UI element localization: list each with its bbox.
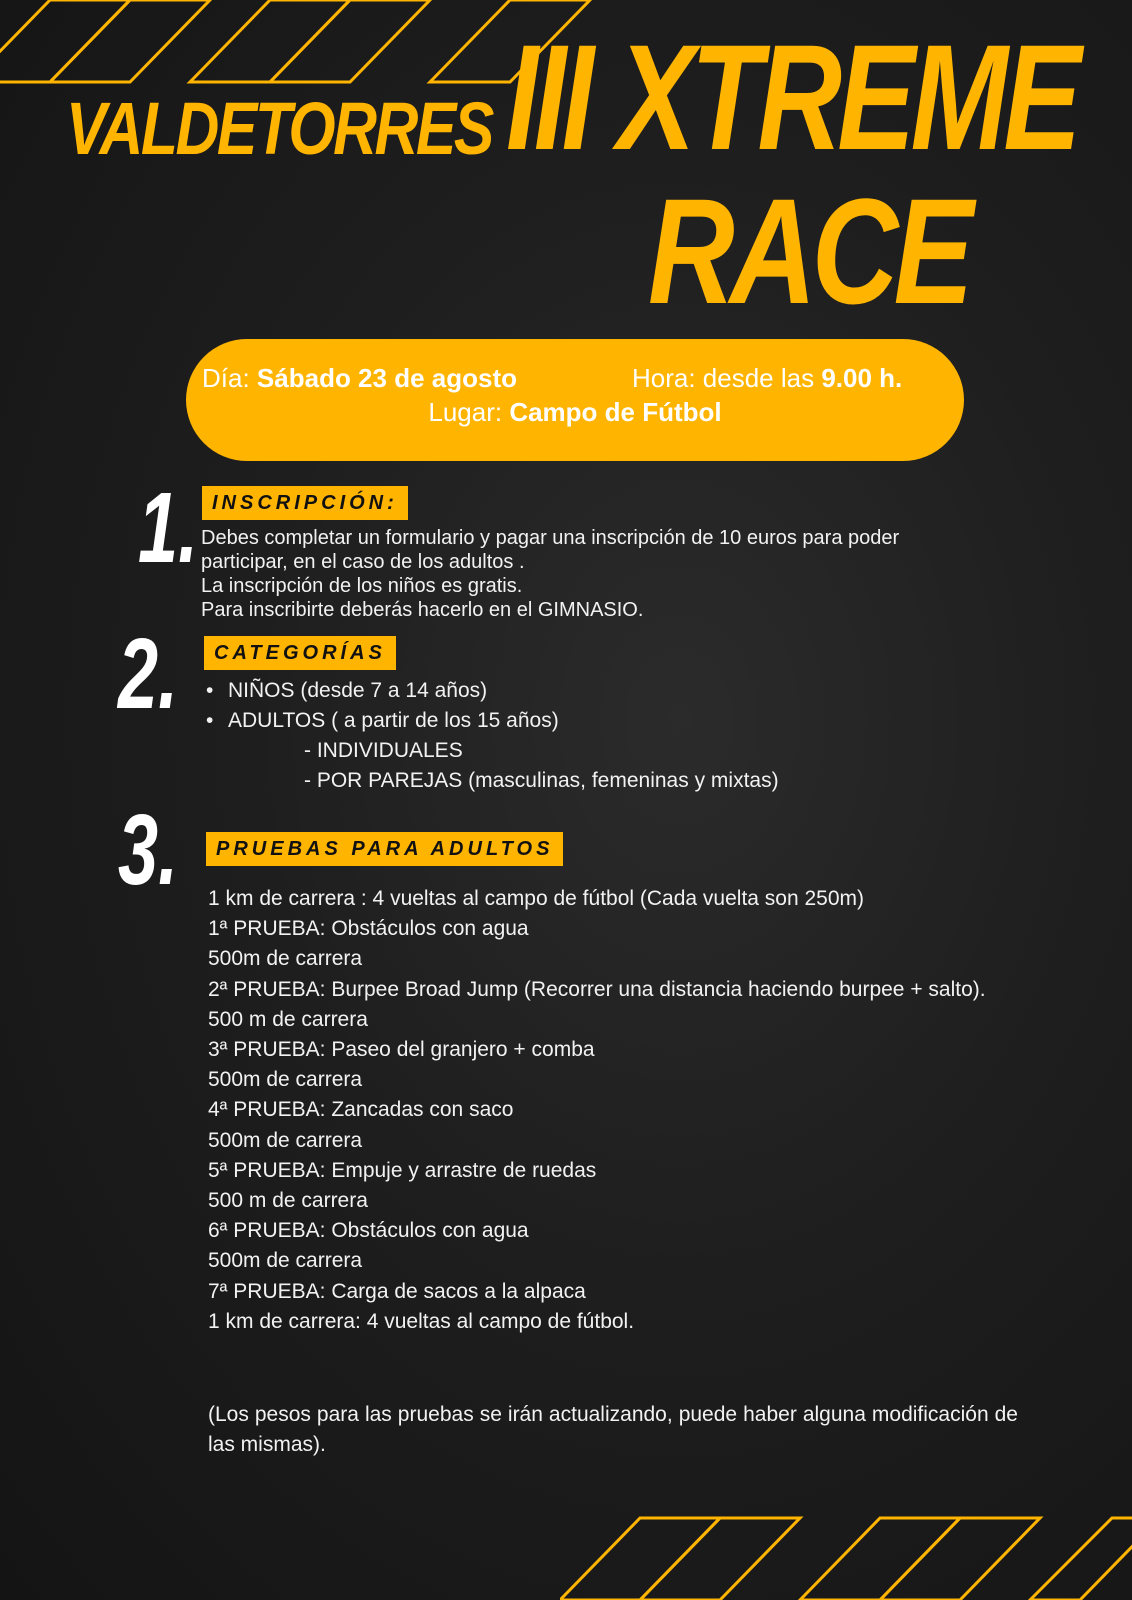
section-number-2: 2. [118, 618, 179, 730]
place-info: Lugar: Campo de Fútbol [428, 397, 722, 427]
text-line: Para inscribirte deberás hacerlo en el GIMNASIO. [201, 599, 644, 621]
weights-note: (Los pesos para las pruebas se irán actualizando, puede haber alguna modificación de las mismas). [208, 1403, 1018, 1457]
section-heading-pruebas: PRUEBAS PARA ADULTOS [206, 832, 563, 866]
text-line: participar, en el caso de los adultos . [201, 551, 525, 573]
section-number-1: 1. [138, 472, 199, 584]
list-item: 4ª PRUEBA: Zancadas con saco [208, 1098, 514, 1122]
time-info: Hora: desde las 9.00 h. [632, 363, 903, 393]
section-1-text [201, 526, 899, 622]
town-name: VALDETORRES [66, 87, 492, 170]
list-item: 1ª PRUEBA: Obstáculos con agua [208, 917, 529, 941]
text-line: Debes completar un formulario y pagar una inscripción de 10 euros para poder [201, 527, 900, 549]
list-item: 500m de carrera [208, 1068, 363, 1092]
day-info: Día: Sábado 23 de agosto [202, 363, 517, 393]
pruebas-list [208, 884, 1018, 1337]
list-item: • NIÑOS (desde 7 a 14 años) [204, 676, 779, 706]
sub-list-item: - INDIVIDUALES [304, 739, 463, 762]
sub-list-item: - POR PAREJAS (masculinas, femeninas y mixtas) [304, 769, 779, 792]
section-heading-categorias: CATEGORÍAS [204, 636, 396, 670]
list-item: 500m de carrera [208, 947, 363, 971]
event-title-line1: III XTREME [506, 13, 1077, 181]
section-number-3: 3. [118, 794, 179, 906]
list-item: 7ª PRUEBA: Carga de sacos a la alpaca [208, 1279, 586, 1303]
list-item: 500 m de carrera [208, 1007, 368, 1031]
list-item: 500m de carrera [208, 1128, 363, 1152]
list-item: 1 km de carrera: 4 vueltas al campo de fútbol. [208, 1309, 635, 1333]
section-heading-inscripcion: INSCRIPCIÓN: [202, 486, 408, 520]
day-value: Sábado 23 de agosto [256, 363, 517, 393]
place-value: Campo de Fútbol [509, 397, 722, 427]
list-item: 2ª PRUEBA: Burpee Broad Jump (Recorrer una distancia haciendo burpee + salto). [208, 977, 986, 1001]
list-item: 3ª PRUEBA: Paseo del granjero + comba [208, 1038, 595, 1062]
text-line: La inscripción de los niños es gratis. [201, 575, 523, 597]
event-title-line2: RACE [648, 167, 969, 335]
list-item: 6ª PRUEBA: Obstáculos con agua [208, 1219, 529, 1243]
list-item: • ADULTOS ( a partir de los 15 años) [204, 706, 779, 736]
bottom-stripes [560, 1516, 1132, 1600]
list-item: 1 km de carrera : 4 vueltas al campo de fútbol (Cada vuelta son 250m) [208, 887, 865, 910]
event-info-banner [186, 339, 964, 461]
categories-list [204, 676, 779, 796]
list-item: 500 m de carrera [208, 1189, 368, 1213]
list-item: 500m de carrera [208, 1249, 363, 1273]
time-value: 9.00 h. [821, 363, 903, 393]
list-item: 5ª PRUEBA: Empuje y arrastre de ruedas [208, 1158, 597, 1182]
